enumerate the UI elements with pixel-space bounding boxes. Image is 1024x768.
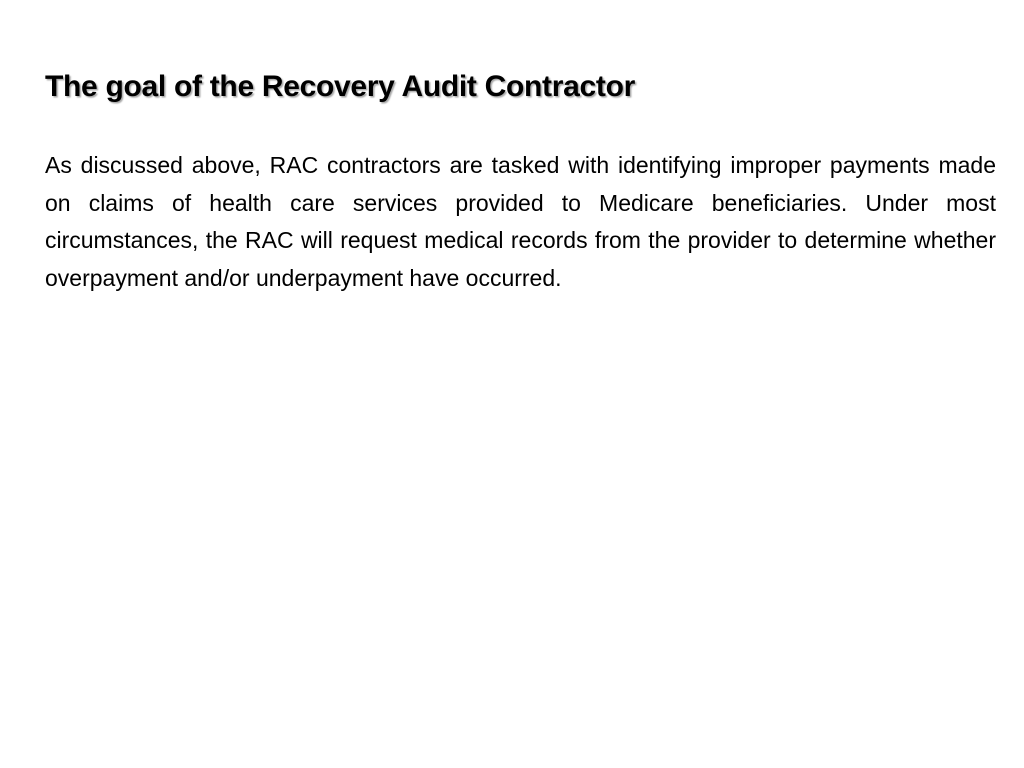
slide-title: The goal of the Recovery Audit Contractor [45, 70, 635, 103]
slide-body-paragraph: As discussed above, RAC contractors are tasked with identifying improper payments made on claims of health care services provided to Medicare beneficiaries. Under most circumstances, the RAC will request medical records from the provider to determine whether overpayment and/or underpayment have occurred. [45, 152, 996, 291]
